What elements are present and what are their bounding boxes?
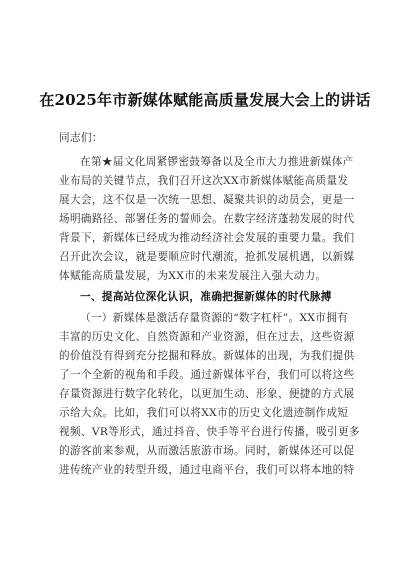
paragraph-line: 的价值没有得到充分挖掘和释放。新媒体的出现，为我们提供 — [59, 350, 355, 362]
paragraph-line: 召开此次会议，就是要顺应时代潮流，抢抓发展机遇，以新媒 — [59, 251, 355, 263]
paragraph-line: 业布局的关键节点，我们召开这次XX市新媒体赋能高质量发 — [59, 175, 349, 187]
paragraph-line: 在第★届文化周紧锣密鼓筹备以及全市大力推进新媒体产 — [80, 156, 354, 168]
paragraph-line: 视频、VR等形式，通过抖音、快手等平台进行传播，吸引更多 — [59, 426, 360, 438]
paragraph-line: 了一个全新的视角和手段。通过新媒体平台，我们可以将这些 — [59, 369, 355, 381]
paragraph-line: 的游客前来参观，从而激活旅游市场。同时，新媒体还可以促 — [59, 445, 355, 457]
salutation: 同志们： — [59, 132, 103, 144]
paragraph-line: 存量资源进行数字化转化，以更加生动、形象、便捷的方式展 — [59, 388, 355, 400]
paragraph-line: 场明确路径、部署任务的誓师会。在数字经济蓬勃发展的时代 — [59, 213, 355, 225]
paragraph-line: 丰富的历史文化、自然资源和产业资源，但在过去，这些资源 — [59, 331, 355, 343]
paragraph-line: （一）新媒体是激活存量资源的“数字杠杆”。XX市拥有 — [80, 312, 349, 324]
paragraph-line: 体赋能高质量发展，为XX市的未来发展注入强大动力。 — [59, 270, 327, 282]
paragraph-line: 背景下，新媒体已经成为推动经济社会发展的重要力量。我们 — [59, 232, 355, 244]
document-title: 在2025年市新媒体赋能高质量发展大会上的讲话 — [39, 91, 371, 109]
paragraph-line: 进传统产业的转型升级，通过电商平台，我们可以将本地的特 — [59, 464, 355, 476]
section-heading: 一、提高站位深化认识，准确把握新媒体的时代脉搏 — [80, 291, 332, 303]
paragraph-line: 展大会，这不仅是一次统一思想、凝聚共识的动员会，更是一 — [59, 194, 355, 206]
paragraph-line: 示给大众。比如，我们可以将XX市的历史文化遗迹制作成短 — [59, 407, 349, 419]
